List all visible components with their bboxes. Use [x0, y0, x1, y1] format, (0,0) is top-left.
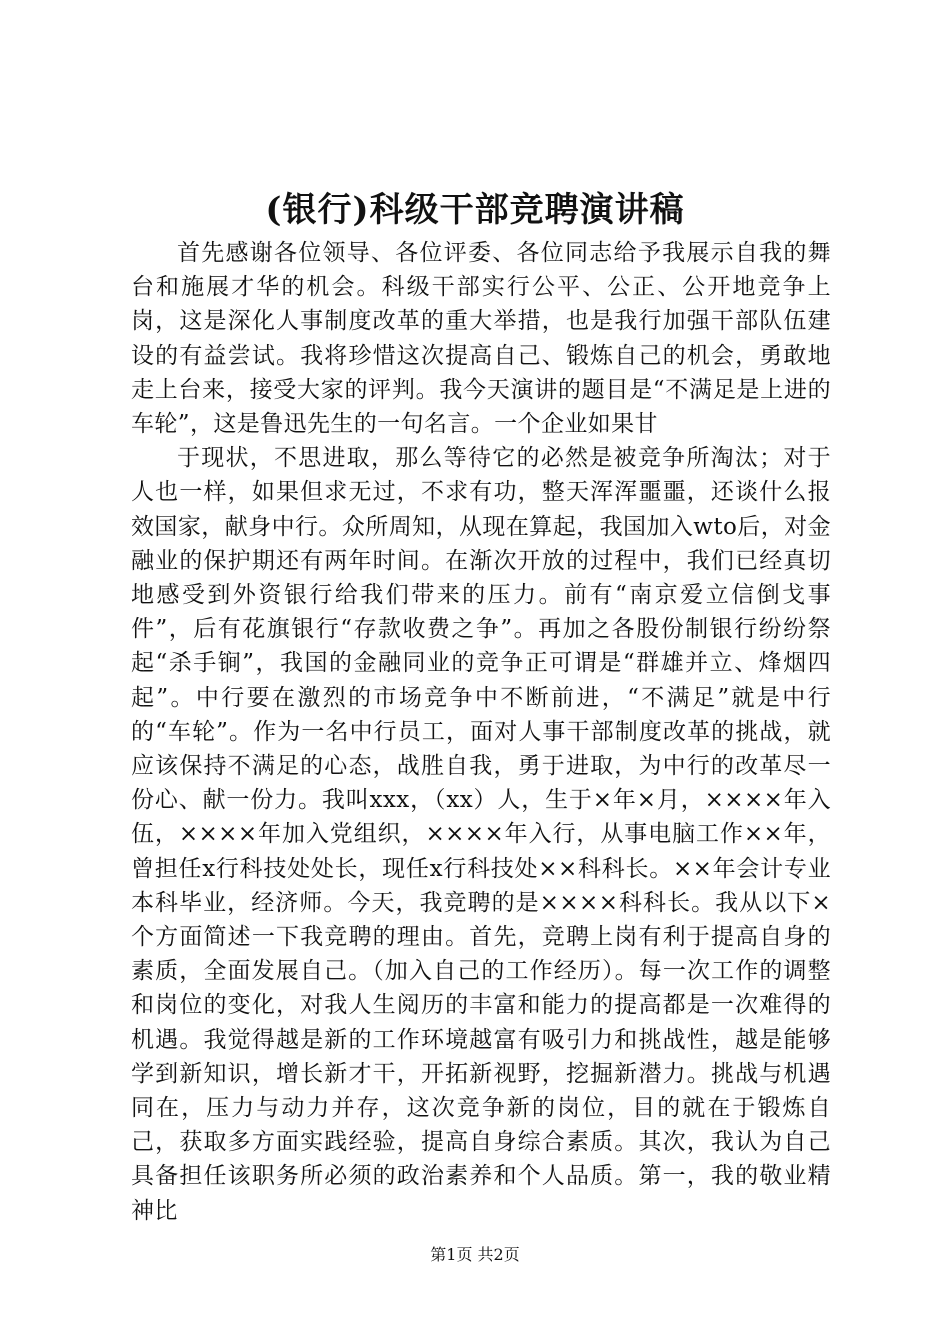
document-title: (银行)科级干部竞聘演讲稿: [265, 190, 685, 230]
paragraph: 于现状，不思进取，那么等待它的必然是被竞争所淘汰；对于人也一样，如果但求无过，不求有功，整天浑浑噩噩，还谈什么报效国家，献身中行。众所周知，从现在算起，我国加入wto后，对金融业的保护期还有两年时间。在渐次开放的过程中，我们已经真切地感受到外资银行给我们带来的压力。前有“南京爱立信倒戈事件”，后有花旗银行“存款收费之争”。再加之各股份制银行纷纷祭起“杀手锏”，我国的金融同业的竞争正可谓是“群雄并立、烽烟四起”。中行要在激烈的市场竞争中不断前进，“不满足”就是中行的“车轮”。作为一名中行员工，面对人事干部制度改革的挑战，就应该保持不满足的心态，战胜自我，勇于进取，为中行的改革尽一份心、献一份力。我叫xxx，（xx）人，生于×年×月，××××年入伍，××××年加入党组织，××××年入行，从事电脑工作××年，曾担任x行科技处处长，现任x行科技处××科科长。××年会计专业本科毕业，经济师。今天，我竞聘的是××××科科长。我从以下×个方面简述一下我竞聘的理由。首先，竞聘上岗有利于提高自身的素质，全面发展自己。（加入自己的工作经历）。每一次工作的调整和岗位的变化，对我人生阅历的丰富和能力的提高都是一次难得的机遇。我觉得越是新的工作环境越富有吸引力和挑战性，越是能够学到新知识，增长新才干，开拓新视野，挖掘新潜力。挑战与机遇同在，压力与动力并存，这次竞争新的岗位，目的就在于锻炼自己，获取多方面实践经验，提高自身综合素质。其次，我认为自己具备担任该职务所必须的政治素养和个人品质。第一，我的敬业精神比: [131, 445, 831, 1224]
paragraph: 首先感谢各位领导、各位评委、各位同志给予我展示自我的舞台和施展才华的机会。科级干部实行公平、公正、公开地竞争上岗，这是深化人事制度改革的重大举措，也是我行加强干部队伍建设的有益尝试。我将珍惜这次提高自己、锻炼自己的机会，勇敢地走上台来，接受大家的评判。我今天演讲的题目是“不满足是上进的车轮”，这是鲁迅先生的一句名言。一个企业如果甘: [131, 240, 831, 438]
page-number-footer: 第1页 共2页: [430, 1245, 520, 1264]
document-body: [131, 236, 831, 1228]
